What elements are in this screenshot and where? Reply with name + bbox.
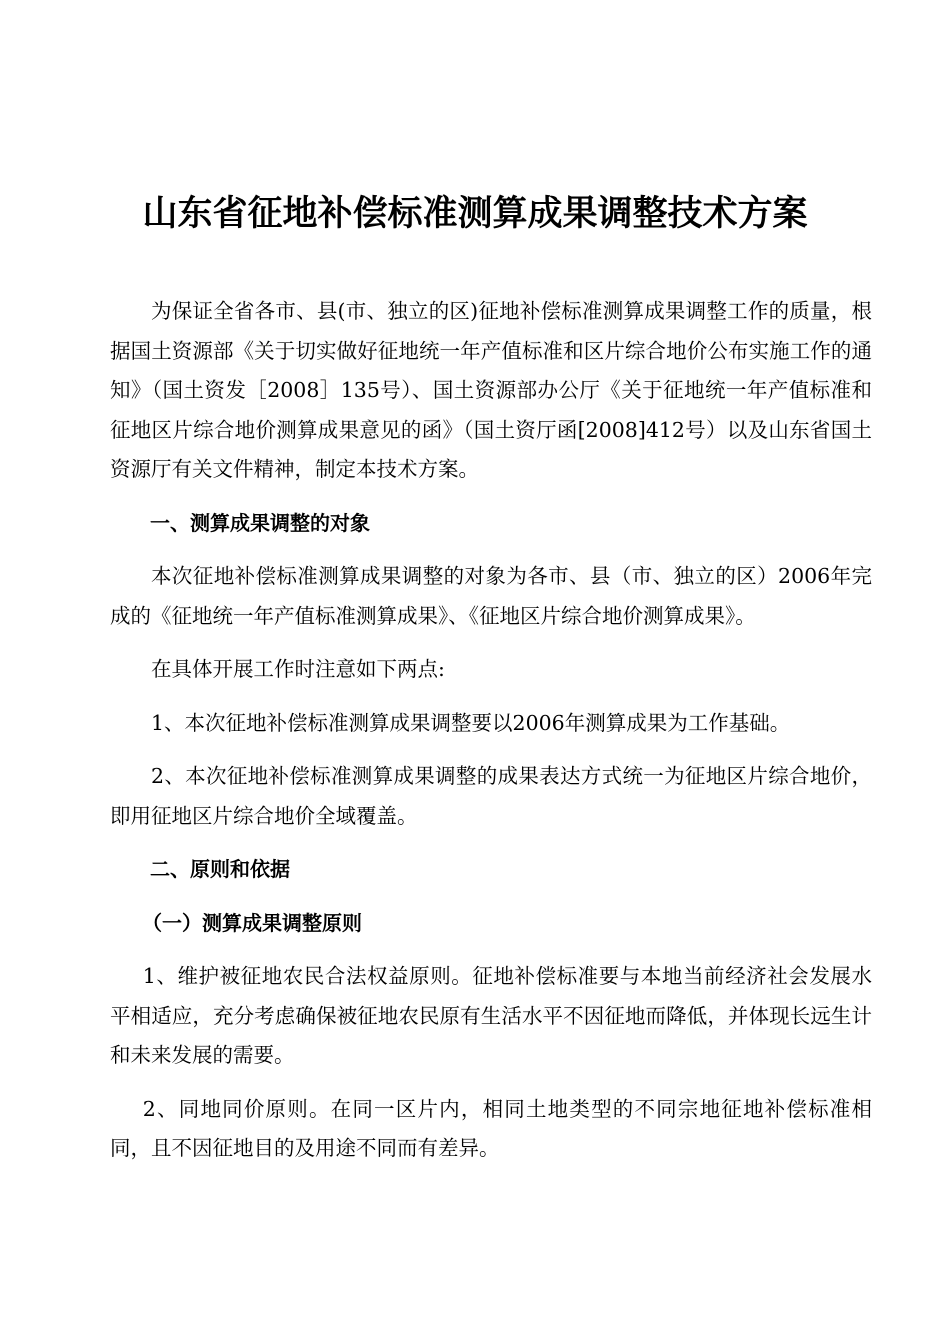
scope-paragraph: 本次征地补偿标准测算成果调整的对象为各市、县（市、独立的区）2006年完成的《征地统一年产值标准测算成果》、《征地区片综合地价测算成果》。 <box>110 564 872 628</box>
document-title: 山东省征地补偿标准测算成果调整技术方案 <box>142 194 808 234</box>
principle-item-2: 2、同地同价原则。在同一区片内，相同土地类型的不同宗地征地补偿标准相同，且不因征地目的及用途不同而有差异。 <box>110 1096 872 1160</box>
note-item-1: 1、本次征地补偿标准测算成果调整要以2006年测算成果为工作基础。 <box>151 710 791 735</box>
section-heading-1: 一、测算成果调整的对象 <box>150 510 370 535</box>
principle-item-1: 1、维护被征地农民合法权益原则。征地补偿标准要与本地当前经济社会发展水平相适应，充分考虑确保被征地农民原有生活水平不因征地而降低，并体现长远生计和未来发展的需要。 <box>110 964 872 1067</box>
document-body <box>110 292 872 1183</box>
note-item-2: 2、本次征地补偿标准测算成果调整的成果表达方式统一为征地区片综合地价，即用征地区片综合地价全域覆盖。 <box>110 764 872 828</box>
intro-paragraph: 为保证全省各市、县(市、独立的区)征地补偿标准测算成果调整工作的质量，根据国土资源部《关于切实做好征地统一年产值标准和区片综合地价公布实施工作的通知》（国土资发［2008］135号）、国土资源部办公厅《关于征地统一年产值标准和征地区片综合地价测算成果意见的函》（国土资厅函[2008]412号）以及山东省国土资源厅有关文件精神，制定本技术方案。 <box>110 299 872 481</box>
section-heading-2: 二、原则和依据 <box>150 857 290 881</box>
subsection-heading-1: （一）测算成果调整原则 <box>142 910 362 935</box>
notes-intro-paragraph: 在具体开展工作时注意如下两点: <box>151 657 445 681</box>
